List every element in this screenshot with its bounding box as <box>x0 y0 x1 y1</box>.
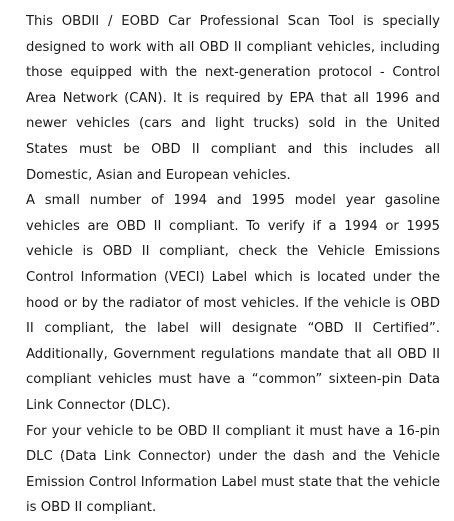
document-body <box>26 9 440 521</box>
paragraph-1994-1995-vehicles: A small number of 1994 and 1995 model year gasoline vehicles are OBD II compliant. To verify if a 1994 or 1995 vehicle is OBD II compliant, check the Vehicle Emissions Control Information (VECI) Label which is located under the hood or by the radiator of most vehicles. If the vehicle is OBD II compliant, the label will designate “OBD II Certified”. Additionally, Government regulations mandate that all OBD II compliant vehicles must have a “common” sixteen-pin Data Link Connector (DLC). <box>26 193 440 413</box>
paragraph-dlc-requirement: For your vehicle to be OBD II compliant it must have a 16-pin DLC (Data Link Connector) under the dash and the Vehicle Emission Control Information Label must state that the vehicle is OBD II compliant. <box>26 423 440 516</box>
paragraph-scan-tool-compatibility: This OBDII / EOBD Car Professional Scan Tool is specially designed to work with all OBD II compliant vehicles, including those equipped with the next-generation protocol - Control Area Network (CAN). It is required by EPA that all 1996 and newer vehicles (cars and light trucks) sold in the United States must be OBD II compliant and this includes all Domestic, Asian and European vehicles. <box>26 14 440 183</box>
